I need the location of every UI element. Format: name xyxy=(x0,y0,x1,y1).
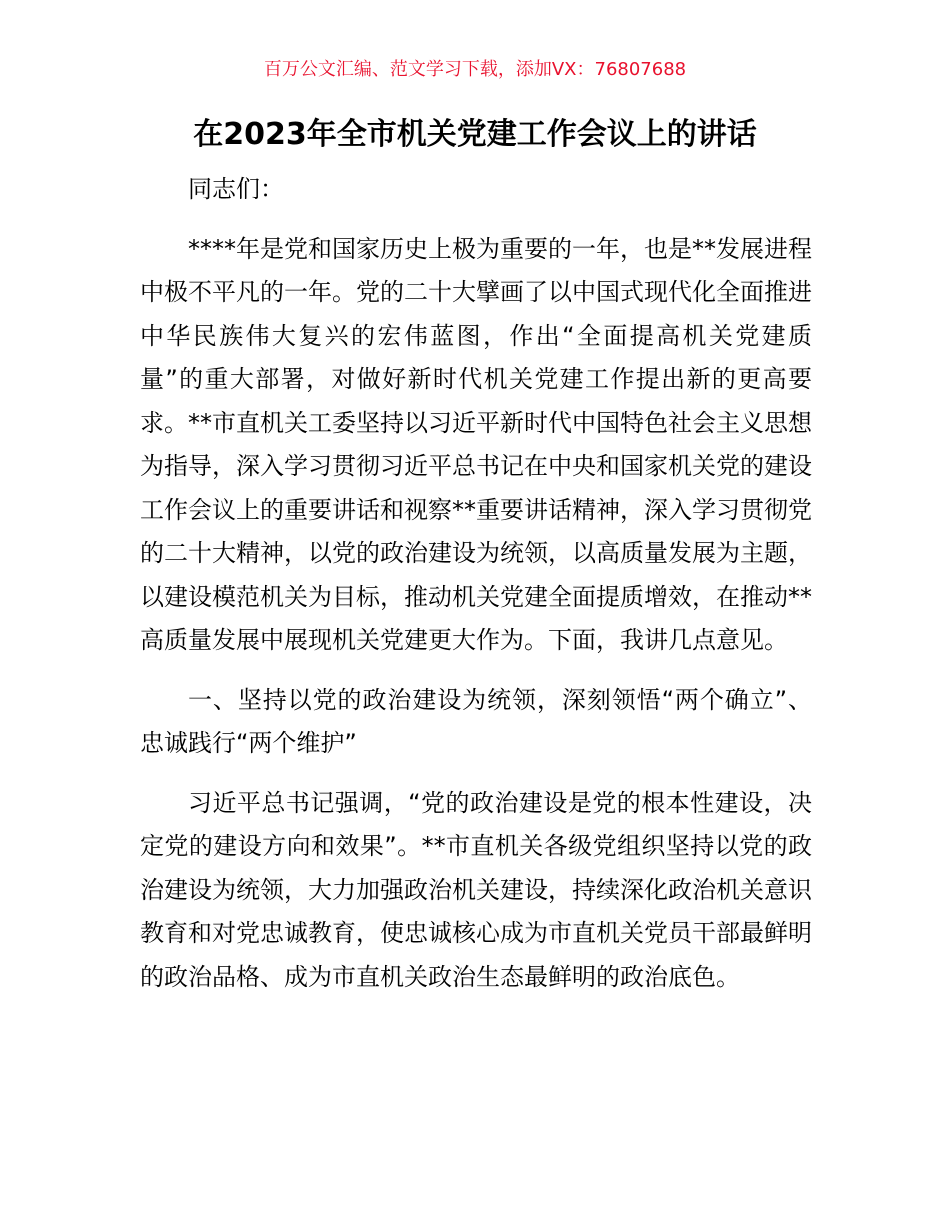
salutation: 同志们： xyxy=(188,175,284,203)
watermark-banner: 百万公文汇编、范文学习下载，添加VX：76807688 xyxy=(263,59,687,80)
paragraph-section-1: 习近平总书记强调，“党的政治建设是党的根本性建设，决定党的建设方向和效果”。**市直机关各级党组织坚持以党的政治建设为统领，大力加强政治机关建设，持续深化政治机关意识教育和对党忠诚教育，使忠诚核心成为市直机关党员干部最鲜明的政治品格、成为市直机关政治生态最鲜明的政治底色。 xyxy=(140,788,812,991)
section-heading-1: 一、坚持以党的政治建设为统领，深刻领悟“两个确立”、忠诚践行“两个维护” xyxy=(140,685,812,757)
paragraph-intro: ****年是党和国家历史上极为重要的一年，也是**发展进程中极不平凡的一年。党的二十大擘画了以中国式现代化全面推进中华民族伟大复兴的宏伟蓝图，作出“全面提高机关党建质量”的重大部署，对做好新时代机关党建工作提出新的更高要求。**市直机关工委坚持以习近平新时代中国特色社会主义思想为指导，深入学习贯彻习近平总书记在中央和国家机关党的建设工作会议上的重要讲话和视察**重要讲话精神，深入学习贯彻党的二十大精神，以党的政治建设为统领，以高质量发展为主题，以建设模范机关为目标，推动机关党建全面提质增效，在推动**高质量发展中展现机关党建更大作为。下面，我讲几点意见。 xyxy=(140,234,812,654)
document-title: 在2023年全市机关党建工作会议上的讲话 xyxy=(193,117,757,152)
document-body xyxy=(140,168,812,1015)
